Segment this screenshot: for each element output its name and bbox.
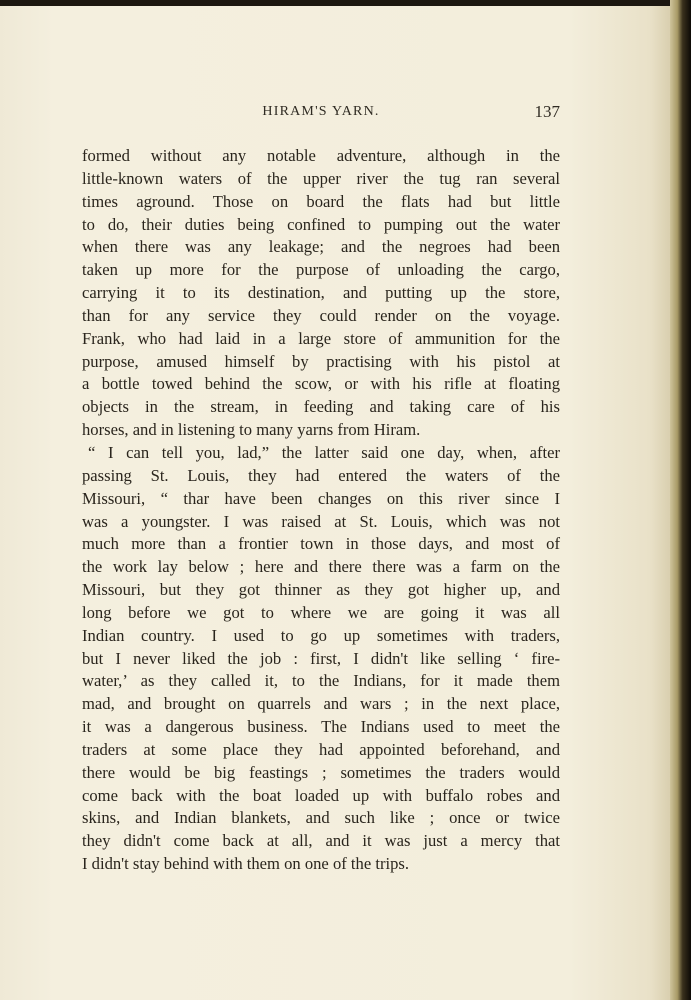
text-line: little-known waters of the upper river the tug ran several [82,168,560,188]
page-binding-edge [670,0,691,1000]
text-line: they didn't come back at all, and it was just a mercy that [82,831,560,851]
text-line: than for any service they could render on the voyage. [82,305,560,325]
text-line: much more than a frontier town in those days, and most of [82,534,560,554]
text-line: there would be big feastings ; sometimes the traders would [82,762,560,782]
text-line: formed without any notable adventure, although in the [82,146,560,165]
text-line: Frank, who had laid in a large store of ammunition for the [82,328,560,348]
text-line: water,’ as they called it, to the Indians, for it made them [82,671,560,691]
text-line: the work lay below ; here and there there was a farm on the [82,557,560,577]
text-line: a bottle towed behind the scow, or with his rifle at floating [82,374,560,394]
text-line: horses, and in listening to many yarns from Hiram. [82,420,421,440]
body-text [82,145,560,876]
text-line: I didn't stay behind with them on one of the trips. [82,854,409,874]
text-line: “ I can tell you, lad,” the latter said one day, when, after [88,442,560,462]
text-line: passing St. Louis, they had entered the waters of the [82,465,560,485]
text-line: objects in the stream, in feeding and taking care of his [82,397,560,417]
text-line: to do, their duties being confined to pumping out the water [82,214,560,234]
page-number: 137 [534,102,560,121]
running-title: HIRAM'S YARN. [262,104,380,119]
text-line: it was a dangerous business. The Indians used to meet the [82,717,560,737]
text-line: come back with the boat loaded up with buffalo robes and [82,785,560,805]
text-line: taken up more for the purpose of unloading the cargo, [82,260,560,280]
text-line: times aground. Those on board the flats had but little [82,191,560,211]
text-line: Missouri, “ thar have been changes on this river since I [82,488,560,508]
text-line: carrying it to its destination, and putting up the store, [82,283,560,303]
running-head [82,104,560,130]
text-line: long before we got to where we are going it was all [82,602,560,622]
text-line: traders at some place they had appointed beforehand, and [82,739,560,759]
text-line: when there was any leakage; and the negroes had been [82,237,560,257]
text-line: but I never liked the job : first, I didn't like selling ‘ fire- [82,648,560,668]
text-line: skins, and Indian blankets, and such like ; once or twice [82,808,560,828]
text-line: purpose, amused himself by practising with his pistol at [82,351,560,371]
text-line: was a youngster. I was raised at St. Louis, which was not [82,511,560,531]
text-line: mad, and brought on quarrels and wars ; in the next place, [82,694,560,714]
text-line: Missouri, but they got thinner as they got higher up, and [82,580,560,600]
page-top-edge [0,0,670,6]
text-line: Indian country. I used to go up sometimes with traders, [82,625,560,645]
